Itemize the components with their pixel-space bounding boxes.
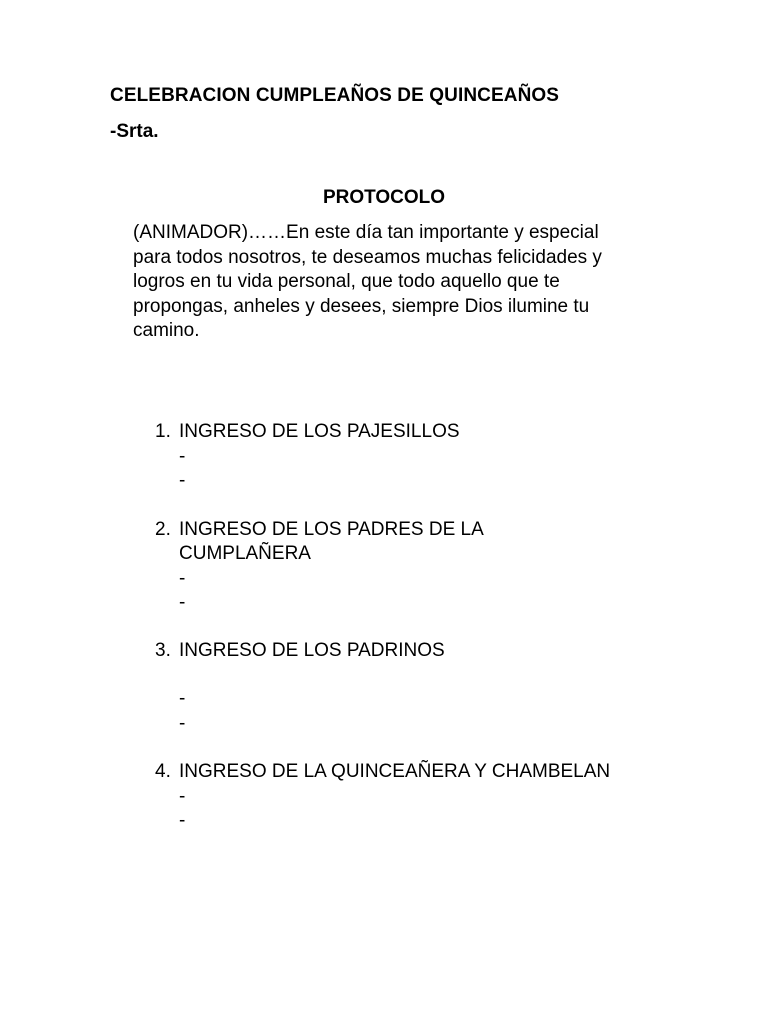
list-item-number: 2.: [155, 518, 171, 540]
intro-line: propongas, anheles y desees, siempre Dios ilumine tu: [133, 295, 590, 317]
list-item-label: INGRESO DE LOS PADRINOS: [179, 639, 445, 661]
document-title: CELEBRACION CUMPLEAÑOS DE QUINCEAÑOS: [110, 85, 560, 106]
list-item-dash: -: [179, 592, 186, 613]
intro-line: logros en tu vida personal, que todo aquello que te: [133, 271, 560, 292]
list-item-label: INGRESO DE LOS PAJESILLOS: [179, 421, 460, 442]
list-item-dash: -: [179, 712, 186, 734]
list-item-number: 1.: [155, 421, 171, 442]
blank-line: [179, 663, 715, 687]
list-item-dash: -: [179, 567, 186, 589]
list-item: [155, 760, 715, 834]
list-item-dash: -: [179, 470, 186, 491]
intro-paragraph: [133, 221, 653, 344]
list-item-number: 3.: [155, 639, 171, 661]
protocol-list: [155, 420, 715, 834]
list-item-label: INGRESO DE LOS PADRES DE LA: [179, 518, 484, 540]
intro-line: (ANIMADOR)……En este día tan importante y especial: [133, 222, 599, 243]
intro-line: para todos nosotros, te deseamos muchas felicidades y: [133, 246, 602, 268]
list-item-number: 4.: [155, 761, 171, 782]
list-item-dash: -: [179, 810, 186, 831]
intro-line: camino.: [133, 320, 200, 341]
section-heading: PROTOCOLO: [322, 187, 446, 208]
list-item-dash: -: [179, 445, 186, 467]
list-item: [155, 639, 715, 737]
list-item: [155, 420, 715, 494]
document-subtitle: -Srta.: [110, 121, 159, 142]
list-item-dash: -: [179, 688, 186, 709]
list-item: [155, 518, 715, 616]
list-item-dash: -: [179, 785, 186, 807]
list-item-label: CUMPLAÑERA: [179, 543, 311, 564]
list-item-label: INGRESO DE LA QUINCEAÑERA Y CHAMBELAN: [179, 761, 611, 782]
